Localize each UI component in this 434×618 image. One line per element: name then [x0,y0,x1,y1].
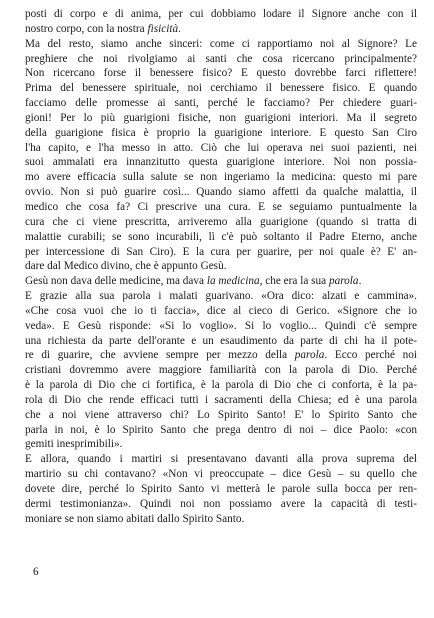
italic-word: fisicità [147,22,179,35]
text-line: E allora, quando i martiri si presentavano davanti alla prova suprema del [25,453,417,466]
italic-word: parola [328,275,359,288]
text-line: veda». E Gesù risponde: «Si lo voglio». Si lo voglio... Quindi c'è sempre [25,319,417,332]
text-line: re di guarire, che avviene sempre per mezzo della parola. Ecco perché noi [25,349,417,362]
text-line: Non ricercano forse il benessere fisico? E questo dovrebbe farci riflettere! [25,67,417,80]
text-line: che a noi viene attraverso chi? Lo Spirito Santo! E' lo Spirito Santo che [25,408,417,421]
text-line: facciamo delle promesse ai santi, perché le facciamo? Per chiedere guari- [25,97,417,110]
text-line: posti di corpo e di anima, per cui dobbiamo lodare il Signore anche con il [25,8,417,20]
page-number: 6 [33,566,39,578]
text-line: per intercessione di San Ciro). E la cura per guarire, per noi quale è? E' an- [25,245,417,258]
text-line: della guarigione fisica è proprio la guarigione interiore. E questo San Ciro [25,126,417,139]
text-line: una richiesta da parte dell'orante e un esaudimento da parte di chi ha il pote- [25,334,417,347]
text-line: dare dal Medico divino, che è appunto Gesù. [25,260,227,273]
text-line: rola di Dio che rende efficaci tutti i sacramenti della Chiesa; ed è una parola [25,393,417,406]
text-line: suoi ammalati era innanzitutto questa guarigione interiore. Noi non possia- [25,156,417,169]
text-line: martirio su chi contavano? «Non vi preoccupate – dice Gesù – su quello che [25,468,417,481]
text-line: «Che cosa vuoi che io ti faccia», dice al cieco di Gerico. «Signore che io [25,304,417,317]
text-line: Gesù non dava delle medicine, ma dava la medicina, che era la sua parola. [25,275,362,288]
text-line: parla in noi, è lo Spirito Santo che prega dentro di noi – dice Paolo: «con [25,423,417,436]
text-line: dermi testimonianza». Quindi noi non possiamo avere la capacità di testi- [25,497,417,510]
text-line: cura che ci viene prescritta, arriveremo alla guarigione (quando si tratta di [25,215,417,228]
text-line: gioni! Per lo più guarigioni fisiche, non guarigioni interiori. Ma il segreto [25,111,417,124]
text-line: mo avere efficacia sulla salute se non ingeriamo la medicina: questo mi pare [25,171,417,184]
text-line: E grazie alla sua parola i malati guarivano. «Ora dico: alzati e cammina». [25,290,417,303]
text-line: cristiani dovremmo avere maggiore familiarità con la parola di Dio. Perché [25,364,417,377]
body-text [25,7,417,527]
text-line: Prima del benessere spirituale, noi cerchiamo il benessere fisico. E quando [25,82,417,95]
text-line: Ma del resto, siamo anche sinceri: come ci rapportiamo noi al Signore? Le [25,37,417,50]
text-line: moniare se non siamo abitati dallo Spirito Santo. [25,512,245,525]
text-line: malattie curabili; se sono incurabili, lì c'è può soltanto il Padre Eterno, anche [25,230,417,243]
italic-word: parola [294,349,325,362]
text-line: dovete dire, perché lo Spirito Santo vi metterà le parole sulla bocca per ren- [25,483,417,495]
text-line: l'ha capito, e l'ha messo in atto. Ciò che lui operava nei suoi pazienti, nei [25,141,417,154]
text-line: nostro corpo, con la nostra fisicità. [25,22,181,35]
text-line: medico che cosa fa? Ci prescrive una cura. E se seguiamo puntualmente la [25,200,417,213]
text-line: gemiti inesprimibili». [25,438,123,451]
text-line: è la parola di Dio che ci fortifica, è la parola di Dio che ci conforta, è la pa- [25,379,417,392]
text-line: preghiere che noi rivolgiamo ai santi che cosa ricercano principalmente? [25,52,417,65]
text-line: ovvio. Non si può guarire così... Quando siamo affetti da qualche malattia, il [25,186,417,199]
italic-word: la medicina [206,275,260,288]
